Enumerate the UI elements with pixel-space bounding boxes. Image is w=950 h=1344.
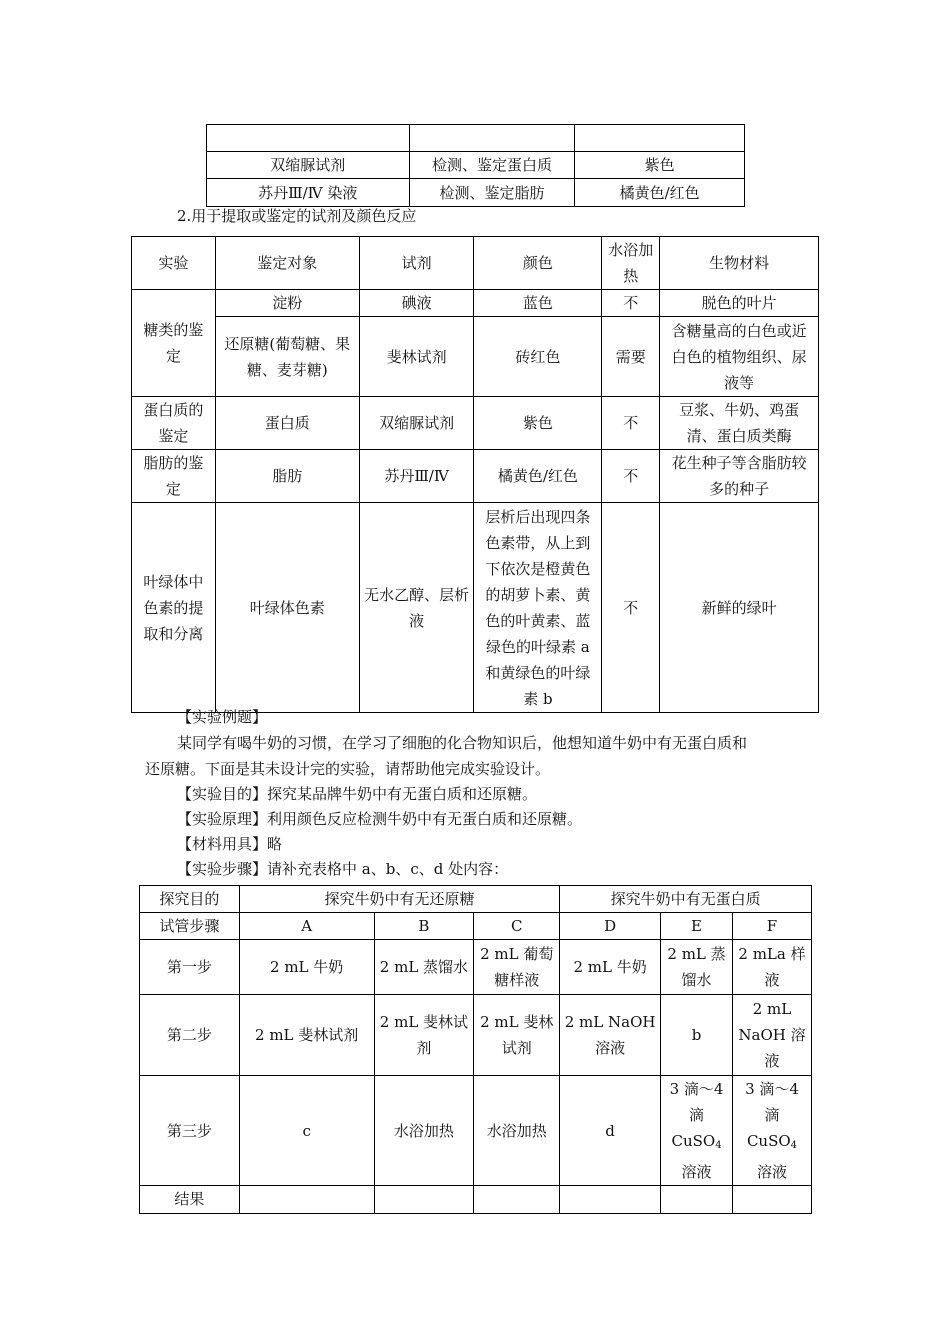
table-cell: 不 — [602, 397, 660, 450]
table-cell: 2 mL 斐林试剂 — [374, 995, 474, 1076]
table-cell — [560, 1186, 661, 1214]
table-cell: 2 mL 斐林试剂 — [474, 995, 560, 1076]
table-cell: 双缩脲试剂 — [207, 152, 410, 179]
table-cell: b — [661, 995, 733, 1076]
chem-subscript: 4 — [715, 1140, 722, 1151]
table-cell: 2 mL 葡萄糖样液 — [474, 940, 560, 995]
table-cell: 新鲜的绿叶 — [660, 503, 819, 713]
step-label: 第二步 — [140, 995, 240, 1076]
group-cell: 蛋白质的鉴定 — [132, 397, 216, 450]
header-cell: 探究牛奶中有无还原糖 — [239, 886, 559, 913]
header-cell: 试管步骤 — [140, 913, 240, 940]
table-cell — [661, 1076, 733, 1186]
table-cell — [474, 1186, 560, 1214]
cell-text: 溶液 — [681, 1163, 712, 1181]
table-cell: 不 — [602, 503, 660, 713]
cell-text: 3 滴～4 滴 — [745, 1080, 799, 1124]
table-cell: 还原糖(葡萄糖、果糖、麦芽糖) — [215, 317, 359, 397]
table-cell: 蓝色 — [474, 290, 602, 317]
table-cell: 需要 — [602, 317, 660, 397]
cell-text: 3 滴～4 滴 — [669, 1080, 724, 1124]
table-cell: 不 — [602, 450, 660, 503]
table-cell: 苏丹Ⅲ/Ⅳ 染液 — [207, 179, 410, 207]
table-cell: 2 mL 牛奶 — [239, 940, 374, 995]
table-cell: 斐林试剂 — [359, 317, 474, 397]
reagent-color-table — [131, 236, 819, 713]
table-cell: 砖红色 — [474, 317, 602, 397]
table-cell — [409, 125, 575, 152]
experiment-steps-intro: 【实验步骤】请补充表格中 a、b、c、d 处内容： — [177, 860, 509, 878]
table-cell: 检测、鉴定蛋白质 — [409, 152, 575, 179]
step-label: 结果 — [140, 1186, 240, 1214]
step-label: 第一步 — [140, 940, 240, 995]
header-cell: 探究目的 — [140, 886, 240, 913]
experiment-purpose: 【实验目的】探究某品牌牛奶中有无蛋白质和还原糖。 — [177, 785, 538, 803]
table-cell — [733, 1076, 812, 1186]
table-cell: 双缩脲试剂 — [359, 397, 474, 450]
table-cell — [733, 1186, 812, 1214]
experiment-principle: 【实验原理】利用颜色反应检测牛奶中有无蛋白质和还原糖。 — [177, 810, 583, 828]
table-cell: 淀粉 — [215, 290, 359, 317]
cell-text: 溶液 — [756, 1163, 787, 1181]
table-cell: 苏丹Ⅲ/Ⅳ — [359, 450, 474, 503]
table-cell: 2 mL 蒸馏水 — [661, 940, 733, 995]
table-cell: 橘黄色/红色 — [575, 179, 745, 207]
tube-label: E — [661, 913, 733, 940]
table-cell: 2 mL 蒸馏水 — [374, 940, 474, 995]
group-cell: 叶绿体中色素的提取和分离 — [132, 503, 216, 713]
table-cell — [575, 125, 745, 152]
table-cell: 脱色的叶片 — [660, 290, 819, 317]
tube-label: A — [239, 913, 374, 940]
table-cell: 紫色 — [474, 397, 602, 450]
header-cell: 实验 — [132, 237, 216, 290]
tube-label: D — [560, 913, 661, 940]
table-cell: 2 mL NaOH 溶液 — [560, 995, 661, 1076]
tube-label: B — [374, 913, 474, 940]
table-cell: 含糖量高的白色或近白色的植物组织、尿液等 — [660, 317, 819, 397]
table-cell: 碘液 — [359, 290, 474, 317]
header-cell: 生物材料 — [660, 237, 819, 290]
group-cell: 糖类的鉴定 — [132, 290, 216, 397]
table-cell: 叶绿体色素 — [215, 503, 359, 713]
chem-formula: CuSO — [671, 1132, 716, 1150]
tube-label: C — [474, 913, 560, 940]
table-cell: 2 mLa 样液 — [733, 940, 812, 995]
table-cell: 花生种子等含脂肪较多的种子 — [660, 450, 819, 503]
table-cell: 2 mL 牛奶 — [560, 940, 661, 995]
table-cell: 蛋白质 — [215, 397, 359, 450]
step-label: 第三步 — [140, 1076, 240, 1186]
table-cell — [239, 1186, 374, 1214]
chem-formula: CuSO — [746, 1132, 791, 1150]
table-cell: 无水乙醇、层析液 — [359, 503, 474, 713]
table-cell: 层析后出现四条色素带，从上到下依次是橙黄色的胡萝卜素、黄色的叶黄素、蓝绿色的叶绿素 a 和黄绿色的叶绿素 b — [474, 503, 602, 713]
header-cell: 鉴定对象 — [215, 237, 359, 290]
table-cell: 不 — [602, 290, 660, 317]
table-cell: 紫色 — [575, 152, 745, 179]
table-cell: 水浴加热 — [374, 1076, 474, 1186]
table-cell: d — [560, 1076, 661, 1186]
example-paragraph: 某同学有喝牛奶的习惯，在学习了细胞的化合物知识后，他想知道牛奶中有无蛋白质和 — [177, 734, 748, 752]
header-cell: 颜色 — [474, 237, 602, 290]
group-cell: 脂肪的鉴定 — [132, 450, 216, 503]
experiment-steps-table — [139, 885, 812, 1214]
table-cell: 检测、鉴定脂肪 — [409, 179, 575, 207]
table-cell: 水浴加热 — [474, 1076, 560, 1186]
table-cell — [661, 1186, 733, 1214]
example-paragraph: 还原糖。下面是其未设计完的实验，请帮助他完成实验设计。 — [145, 760, 551, 778]
example-title: 【实验例题】 — [177, 708, 268, 726]
header-cell: 水浴加热 — [602, 237, 660, 290]
table-cell — [374, 1186, 474, 1214]
chem-subscript: 4 — [790, 1140, 798, 1151]
reagent-table-top — [206, 124, 745, 207]
section-heading: 2.用于提取或鉴定的试剂及颜色反应 — [177, 207, 417, 225]
header-cell: 试剂 — [359, 237, 474, 290]
table-cell: 橘黄色/红色 — [474, 450, 602, 503]
table-cell: 2 mL 斐林试剂 — [239, 995, 374, 1076]
header-cell: 探究牛奶中有无蛋白质 — [560, 886, 812, 913]
table-cell: c — [239, 1076, 374, 1186]
table-cell: 脂肪 — [215, 450, 359, 503]
table-cell: 豆浆、牛奶、鸡蛋清、蛋白质类酶 — [660, 397, 819, 450]
experiment-materials: 【材料用具】略 — [177, 835, 283, 853]
tube-label: F — [733, 913, 812, 940]
table-cell: 2 mL NaOH 溶液 — [733, 995, 812, 1076]
table-cell — [207, 125, 410, 152]
